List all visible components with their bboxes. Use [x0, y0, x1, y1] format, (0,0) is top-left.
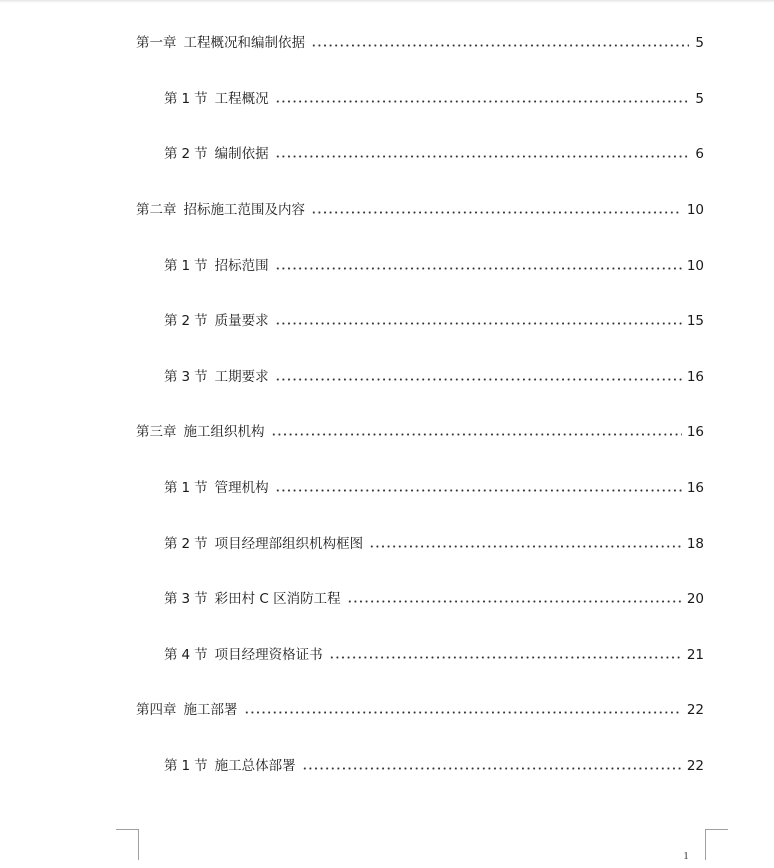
toc-entry-label: 第 1 节 [164, 258, 208, 274]
toc-entry-title: 管理机构 [214, 480, 269, 496]
toc-entry-label: 第 1 节 [164, 758, 208, 774]
toc-entry-section-3-4[interactable] [164, 644, 704, 666]
toc-entry-page: 10 [686, 258, 704, 274]
toc-entry-label: 第二章 [136, 202, 177, 218]
toc-leader-dots [369, 544, 682, 549]
crop-mark-left [116, 829, 139, 860]
toc-leader-dots [311, 43, 689, 48]
toc-leader-dots [275, 321, 682, 326]
toc-entry-title: 施工部署 [183, 702, 238, 718]
toc-entry-label: 第三章 [136, 424, 177, 440]
toc-leader-dots [329, 655, 682, 660]
toc-entry-label: 第一章 [136, 35, 177, 51]
toc-entry-section-1-2[interactable] [164, 143, 704, 165]
toc-entry-section-3-3[interactable] [164, 588, 704, 610]
toc-leader-dots [275, 266, 682, 271]
toc-entry-title: 编制依据 [214, 146, 269, 162]
toc-entry-label: 第四章 [136, 702, 177, 718]
toc-entry-title: 招标范围 [214, 258, 269, 274]
toc-entry-title: 施工总体部署 [214, 758, 296, 774]
page-top-edge [0, 0, 774, 3]
toc-entry-label: 第 2 节 [164, 536, 208, 552]
toc-entry-title: 招标施工范围及内容 [183, 202, 305, 218]
toc-entry-title: 工期要求 [214, 369, 269, 385]
toc-entry-label: 第 1 节 [164, 480, 208, 496]
toc-entry-title: 工程概况和编制依据 [183, 35, 305, 51]
toc-leader-dots [302, 766, 682, 771]
toc-entry-label: 第 2 节 [164, 146, 208, 162]
toc-leader-dots [275, 99, 689, 104]
toc-leader-dots [271, 432, 682, 437]
toc-entry-section-3-2[interactable] [164, 533, 704, 555]
toc-entry-title: 彩田村 C 区消防工程 [214, 591, 341, 607]
toc-entry-section-2-1[interactable] [164, 255, 704, 277]
toc-leader-dots [275, 488, 682, 493]
toc-entry-page: 15 [686, 313, 704, 329]
toc-entry-page: 5 [695, 35, 704, 51]
toc-entry-title: 质量要求 [214, 313, 269, 329]
toc-entry-page: 16 [686, 480, 704, 496]
toc-entry-title: 施工组织机构 [183, 424, 265, 440]
toc-entry-page: 16 [686, 369, 704, 385]
toc-leader-dots [311, 210, 682, 215]
toc-entry-section-4-1[interactable] [164, 755, 704, 777]
toc-entry-chapter-4[interactable] [136, 699, 704, 721]
toc-entry-page: 6 [695, 146, 704, 162]
toc-entry-label: 第 1 节 [164, 91, 208, 107]
toc-entry-label: 第 2 节 [164, 313, 208, 329]
toc-entry-title: 项目经理部组织机构框图 [214, 536, 364, 552]
toc-entry-label: 第 4 节 [164, 647, 208, 663]
toc-entry-title: 工程概况 [214, 91, 269, 107]
toc-entry-title: 项目经理资格证书 [214, 647, 323, 663]
toc-entry-label: 第 3 节 [164, 591, 208, 607]
page-number: 1 [683, 850, 689, 862]
toc-entry-page: 22 [686, 702, 704, 718]
toc-entry-chapter-3[interactable] [136, 421, 704, 443]
toc-entry-section-3-1[interactable] [164, 477, 704, 499]
toc-entry-page: 18 [686, 536, 704, 552]
toc-entry-section-2-2[interactable] [164, 310, 704, 332]
toc-entry-section-1-1[interactable] [164, 88, 704, 110]
toc-leader-dots [275, 377, 682, 382]
toc-entry-page: 22 [686, 758, 704, 774]
toc-entry-page: 21 [686, 647, 704, 663]
toc-leader-dots [347, 599, 682, 604]
toc-leader-dots [275, 154, 689, 159]
crop-mark-right [705, 829, 728, 860]
toc-entry-page: 10 [686, 202, 704, 218]
toc-entry-chapter-2[interactable] [136, 199, 704, 221]
toc-entry-chapter-1[interactable] [136, 32, 704, 54]
toc-entry-page: 20 [686, 591, 704, 607]
toc-entry-page: 5 [695, 91, 704, 107]
toc-entry-label: 第 3 节 [164, 369, 208, 385]
toc-leader-dots [244, 710, 682, 715]
toc-entry-section-2-3[interactable] [164, 366, 704, 388]
toc-entry-page: 16 [686, 424, 704, 440]
